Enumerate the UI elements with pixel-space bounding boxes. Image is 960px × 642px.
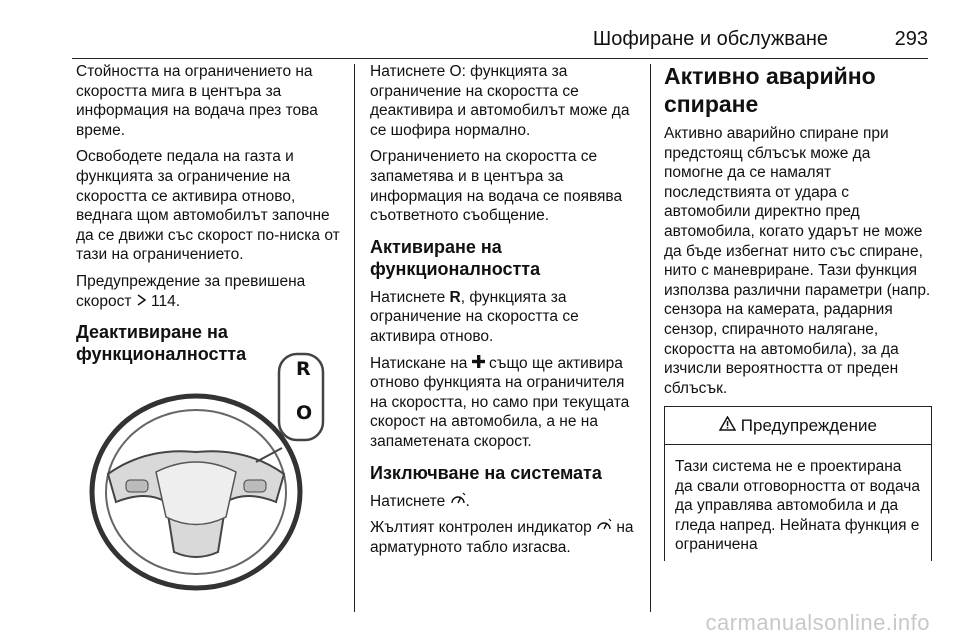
column-middle <box>370 62 638 564</box>
paragraph <box>370 62 638 140</box>
reference-arrow-icon <box>136 292 147 312</box>
header-rule <box>72 58 928 59</box>
column-right <box>664 62 932 561</box>
speed-limiter-icon <box>450 492 466 512</box>
section-heading-activate: Активиране на функционалността <box>370 236 541 279</box>
plus-icon <box>472 354 485 374</box>
text: Натиснете <box>370 63 450 80</box>
paragraph: Стойността на ограничението на скоростта мига в центъра за информация на водача през това време. <box>76 63 318 139</box>
page-header <box>72 26 928 56</box>
page-number: 293 <box>894 28 928 50</box>
page-title: Шофиране и обслужване <box>592 28 828 50</box>
section-heading-system-off: Изключване на системата <box>370 462 602 483</box>
warning-triangle-icon <box>719 416 736 436</box>
warning-body <box>665 445 931 561</box>
text: : функцията за ограничение на скоростта се деактивира и автомобилът може да се шофира нормално. <box>370 63 630 139</box>
section-heading-deactivate: Деактивиране на функционалността <box>76 322 247 365</box>
button-o-symbol: O <box>449 63 462 80</box>
text: Натискане на <box>370 354 472 372</box>
text: Натиснете <box>370 492 450 510</box>
paragraph <box>370 518 638 557</box>
column-left <box>76 62 346 373</box>
button-r-label: R <box>296 358 311 380</box>
section-heading-active-braking: Активно аварийно спиране <box>664 63 876 117</box>
text: също ще активира отново функцията на ограничителя на скоростта, но само при текущата скорост на автомобила, а не на запаметената скорост. <box>370 354 630 450</box>
text: , функцията за ограничение на скоростта се активира отново. <box>370 288 579 345</box>
watermark: carmanualsonline.info <box>705 610 930 635</box>
text: Натиснете <box>370 288 450 306</box>
text: на арматурното табло изгасва. <box>370 519 634 556</box>
speed-limiter-icon <box>596 518 612 538</box>
warning-text: Тази система не е проектирана да свали отговорността от водача да управлява автомобила и да гледа напред. Нейната функция е ограничена <box>675 457 920 554</box>
column-divider <box>354 64 355 612</box>
paragraph <box>370 354 638 452</box>
button-o-label: O <box>296 402 313 424</box>
column-divider <box>650 64 651 612</box>
paragraph: Активно аварийно спиране при предстоящ сблъсък може да помогне да се намалят последствията от удара с автомобили директно пред автомобила, когато ударът не може да бъде избегнат нито със спиране, нито с маневриране. Тази функция използва различни параметри (напр. сензора на камерата, радарния сензор, спирачното налягане, скоростта на автомобила), за да изчисли вероятността от преден сблъсък. <box>664 125 931 397</box>
text: . <box>465 492 470 510</box>
button-r-symbol: R <box>449 288 461 306</box>
text: Жълтият контролен индикатор <box>370 519 597 537</box>
paragraph <box>76 272 346 311</box>
warning-header <box>665 407 931 445</box>
paragraph <box>370 288 638 347</box>
warning-title: Предупреждение <box>740 416 877 436</box>
paragraph: Ограничението на скоростта се запаметява и в центъра за информация на водача се появява съответното съобщение. <box>370 148 623 225</box>
reference-text: Предупреждение за превишена скорост <box>76 272 306 310</box>
paragraph <box>370 492 638 512</box>
paragraph: Освободете педала на газта и функцията за ограничение на скоростта се активира отново, веднага щом автомобилът започне да се движи със скорост по-ниска от тази на ограничението. <box>76 148 340 264</box>
page-reference-link[interactable]: 114. <box>151 292 181 310</box>
steering-wheel-figure <box>86 352 326 597</box>
warning-box <box>664 406 932 561</box>
